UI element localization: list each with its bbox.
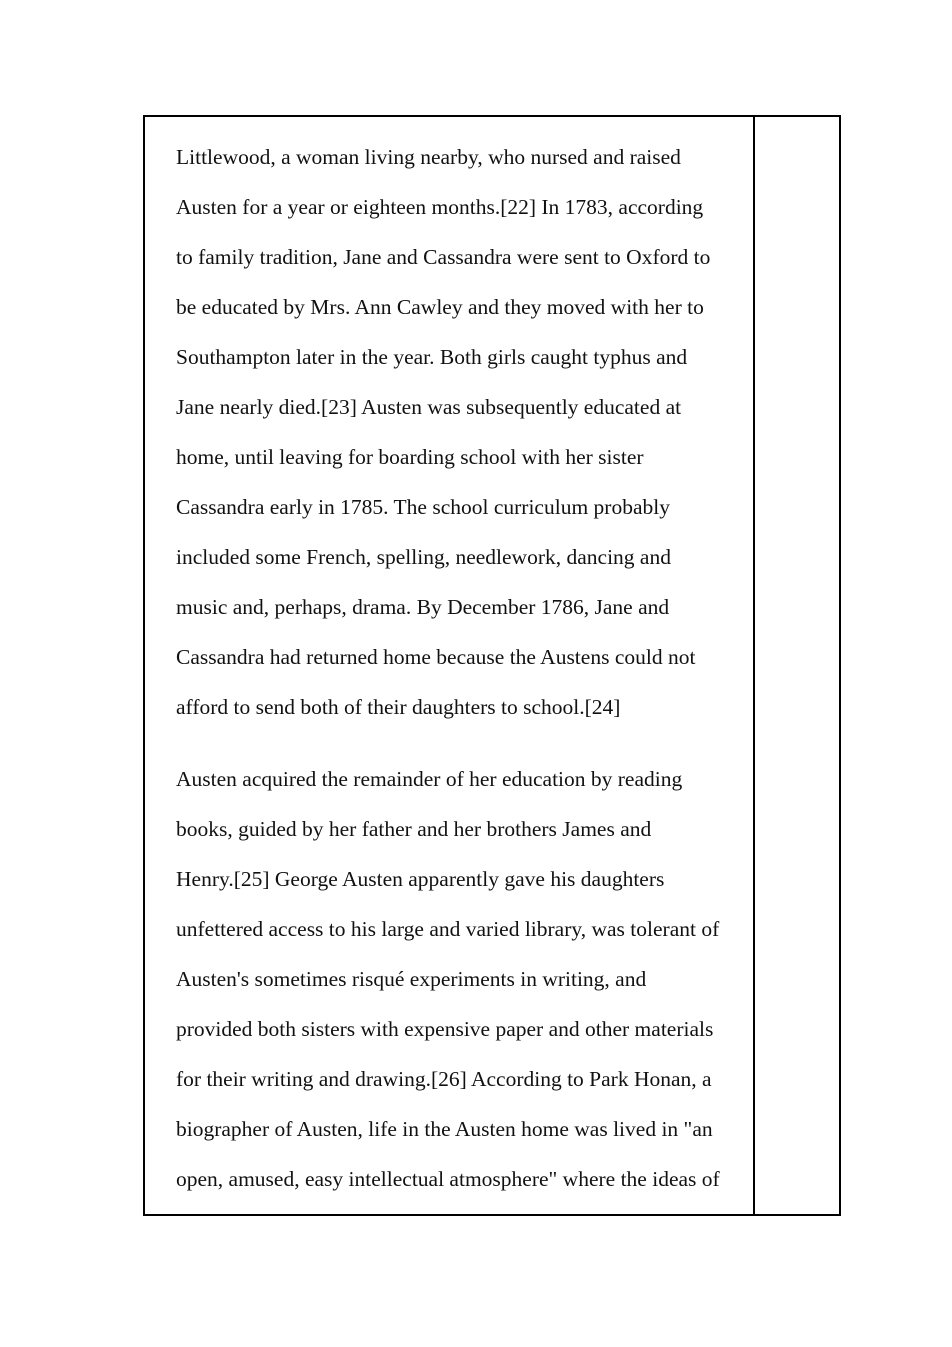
text-line: Cassandra early in 1785. The school curriculum probably bbox=[176, 495, 670, 519]
text-line: provided both sisters with expensive paper and other materials bbox=[176, 1017, 714, 1041]
text-line: biographer of Austen, life in the Austen home was lived in "an bbox=[176, 1117, 713, 1141]
text-cell bbox=[145, 117, 755, 1214]
text-line: open, amused, easy intellectual atmosphere" where the ideas of bbox=[176, 1167, 720, 1191]
text-line: Cassandra had returned home because the Austens could not bbox=[176, 645, 696, 669]
text-line: Austen's sometimes risqué experiments in writing, and bbox=[176, 967, 647, 991]
document-table bbox=[143, 115, 841, 1216]
paragraph-2 bbox=[176, 754, 753, 1204]
text-line: music and, perhaps, drama. By December 1786, Jane and bbox=[176, 595, 670, 619]
text-line: Southampton later in the year. Both girls caught typhus and bbox=[176, 345, 688, 369]
text-line: Jane nearly died.[23] Austen was subsequently educated at bbox=[176, 395, 682, 419]
paragraph-1 bbox=[176, 132, 753, 732]
text-line: Austen for a year or eighteen months.[22] In 1783, according bbox=[176, 195, 704, 219]
text-line: Austen acquired the remainder of her education by reading bbox=[176, 767, 683, 791]
empty-side-cell bbox=[755, 117, 839, 1214]
text-line: books, guided by her father and her brothers James and bbox=[176, 817, 652, 841]
text-line: for their writing and drawing.[26] According to Park Honan, a bbox=[176, 1067, 712, 1091]
text-line: included some French, spelling, needlework, dancing and bbox=[176, 545, 671, 569]
text-line: Henry.[25] George Austen apparently gave his daughters bbox=[176, 867, 665, 891]
text-line: afford to send both of their daughters to school.[24] bbox=[176, 695, 621, 719]
text-line: Littlewood, a woman living nearby, who nursed and raised bbox=[176, 145, 681, 169]
text-line: home, until leaving for boarding school with her sister bbox=[176, 445, 644, 469]
text-line: unfettered access to his large and varied library, was tolerant of bbox=[176, 917, 720, 941]
text-line: to family tradition, Jane and Cassandra were sent to Oxford to bbox=[176, 245, 711, 269]
paragraph-spacer bbox=[176, 732, 753, 754]
text-line: be educated by Mrs. Ann Cawley and they moved with her to bbox=[176, 295, 704, 319]
